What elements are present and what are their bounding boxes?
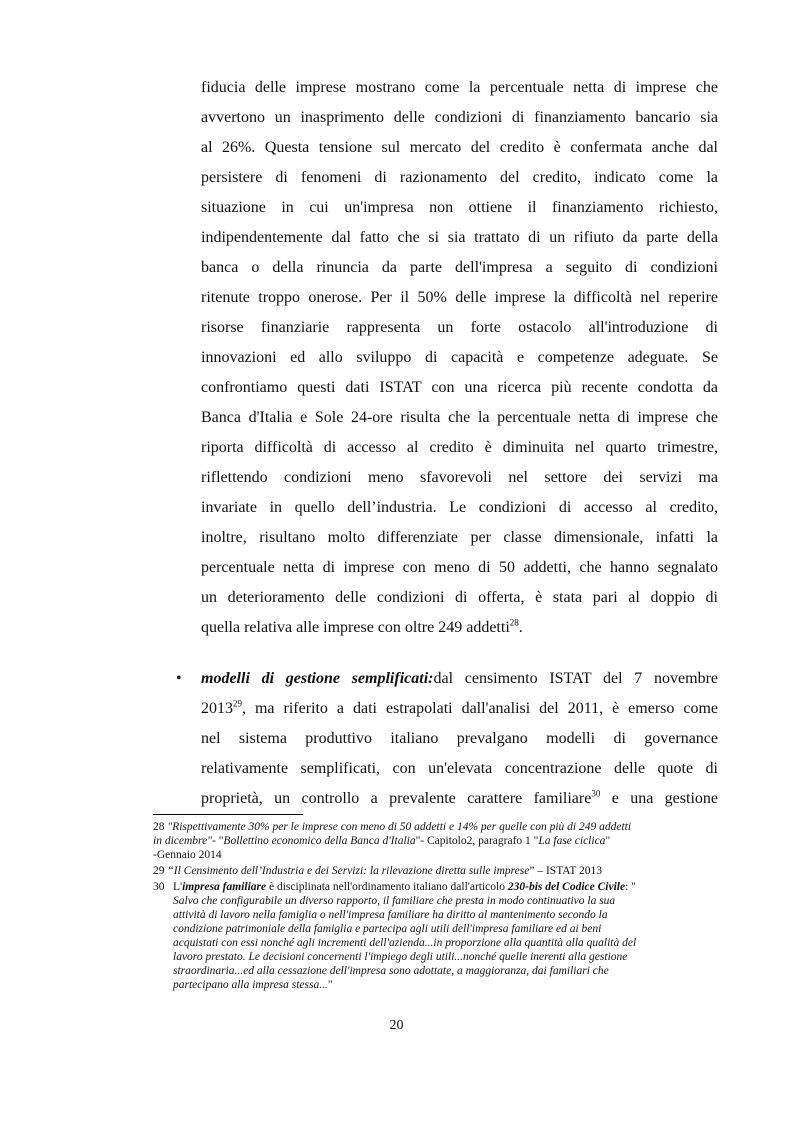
bullet-line-1	[201, 664, 718, 694]
bullet-line-4: relativamente semplificati, con un'elevata concentrazione delle quote di	[201, 760, 718, 777]
bullet-line-5-text: proprietà, un controllo a prevalente carattere familiare	[201, 790, 592, 807]
footnote-30-quote-7	[173, 978, 333, 992]
footnote-28-number: 28	[153, 821, 165, 833]
footnote-30-text-a: L'	[173, 881, 183, 893]
footnote-28-line-2	[153, 834, 610, 848]
footnote-ref-30[interactable]: 30	[591, 788, 601, 799]
footnote-29-title: “Il Censimento dell’Industria e dei Servizi: la rilevazione diretta sulle imprese	[167, 865, 530, 877]
bullet-line-2-text: , ma riferito a dati estrapolati dall'analisi del 2011, è emerso come	[242, 700, 718, 717]
footnote-ref-28[interactable]: 28	[509, 617, 519, 628]
bullet-line-2-year: 2013	[201, 700, 233, 717]
footnote-30-text-c: è disciplinata nell'ordinamento italiano dall'articolo	[266, 881, 508, 893]
footnote-28-text-b: in dicembre"	[153, 835, 213, 847]
footnote-28-source: Bollettino economico della Banca d'Italia	[223, 835, 416, 847]
body-line-3: al 26%. Questa tensione sul mercato del credito è confermata anche dal	[201, 139, 718, 156]
footnote-30-closing: "	[327, 979, 333, 991]
body-line-19-text: quella relativa alle imprese con oltre 249 addetti	[201, 619, 510, 636]
body-line-4: persistere di fenomeni di razionamento del credito, indicato come la	[201, 169, 718, 186]
footnote-30-term: impresa familiare	[182, 881, 267, 893]
body-line-12: Banca d'Italia e Sole 24-ore risulta che la percentuale netta di imprese che	[201, 409, 718, 426]
footnote-30-quote-7-text: partecipano alla impresa stessa...	[173, 979, 328, 991]
body-line-17: percentuale netta di imprese con meno di 50 addetti, che hanno segnalato	[201, 559, 718, 576]
footnote-30-quote-1: Salvo che configurabile un diverso rapporto, il familiare che presta in modo continuativo la sua	[173, 895, 616, 907]
footnote-28-section: La fase ciclica	[538, 835, 606, 847]
footnote-30-quote-3: condizione patrimoniale della famiglia e partecipa agli utili dell'impresa familiare ed ai beni	[173, 923, 602, 935]
body-line-7: banca o della rinuncia da parte dell'impresa a seguito di condizioni	[201, 259, 718, 276]
body-line-14: riflettendo condizioni meno sfavorevoli nel settore dei servizi ma	[201, 469, 718, 486]
body-line-19: quella relativa alle imprese con oltre 249 addetti$^{28}$.	[201, 617, 523, 636]
footnote-28-text-e: "- Capitolo2, paragrafo 1 "	[415, 835, 539, 847]
footnote-30-quote-2: attività di lavoro nella famiglia o nell'impresa familiare ha diritto al mantenimento secondo la	[173, 909, 608, 921]
body-line-11: confrontiamo questi dati ISTAT con una ricerca più recente condotta da	[201, 379, 718, 396]
body-line-1: fiducia delle imprese mostrano come la percentuale netta di imprese che	[201, 79, 718, 96]
footnote-ref-29[interactable]: 29	[233, 698, 242, 709]
footnote-28-line-1	[153, 820, 631, 834]
footnote-29	[153, 864, 602, 878]
bullet-icon: •	[176, 670, 182, 687]
bullet-line-2	[201, 694, 718, 724]
body-line-5: situazione in cui un'impresa non ottiene il finanziamento richiesto,	[201, 199, 718, 216]
bullet-line-3: nel sistema produttivo italiano prevalgano modelli di governance	[201, 730, 718, 747]
body-line-8: ritenute troppo onerose. Per il 50% delle imprese la difficoltà nel reperire	[201, 289, 718, 306]
body-line-10: innovazioni ed allo sviluppo di capacità e competenze adeguate. Se	[201, 349, 718, 366]
bullet-label: modelli di gestione semplificati:	[201, 670, 434, 687]
footnote-30-line-1	[173, 880, 636, 894]
footnote-separator	[153, 814, 303, 815]
bullet-line-5-end: e una gestione	[600, 790, 718, 807]
bullet-line-5	[201, 784, 718, 814]
footnote-30-number: 30	[153, 881, 165, 893]
body-line-15: invariate in quello dell’industria. Le condizioni di accesso al credito,	[201, 499, 718, 516]
footnote-28-text-a: "Rispettivamente 30% per le imprese con meno di 50 addetti e 14% per quelle con più di 249 addetti	[167, 821, 632, 833]
body-line-9: risorse finanziarie rappresenta un forte ostacolo all'introduzione di	[201, 319, 718, 336]
footnote-29-number: 29	[153, 865, 165, 877]
footnote-28-text-c: - "	[212, 835, 224, 847]
page-number: 20	[389, 1018, 404, 1033]
footnote-29-source: ” – ISTAT 2013	[529, 865, 603, 877]
footnote-30-text-e: : "	[625, 881, 636, 893]
footnote-28-line-3: -Gennaio 2014	[153, 849, 222, 861]
footnote-30-article: 230-bis del Codice Civile	[507, 881, 626, 893]
body-line-6: indipendentemente dal fatto che si sia trattato di un rifiuto da parte della	[201, 229, 718, 246]
footnote-30-quote-6: straordinaria...ed alla cessazione dell'impresa sono adottate, a maggioranza, dai familiari che	[173, 965, 609, 977]
body-line-18: un deterioramento delle condizioni di offerta, è stata pari al doppio di	[201, 589, 718, 606]
body-line-13: riporta difficoltà di accesso al credito è diminuita nel quarto trimestre,	[201, 439, 718, 456]
footnote-30-quote-4: acquistati con essi nonché agli incrementi dell'azienda...in proporzione alla quantità alla qualità del	[173, 937, 637, 949]
body-line-16: inoltre, risultano molto differenziate per classe dimensionale, infatti la	[201, 529, 718, 546]
footnote-30-quote-5: lavoro prestato. Le decisioni concernenti l'impiego degli utili...nonché quelle inerenti alla gestione	[173, 951, 628, 963]
footnote-28-text-g: "	[605, 835, 611, 847]
bullet-line-1-text: dal censimento ISTAT del 7 novembre	[433, 670, 718, 687]
body-line-2: avvertono un inasprimento delle condizioni di finanziamento bancario sia	[201, 109, 718, 126]
